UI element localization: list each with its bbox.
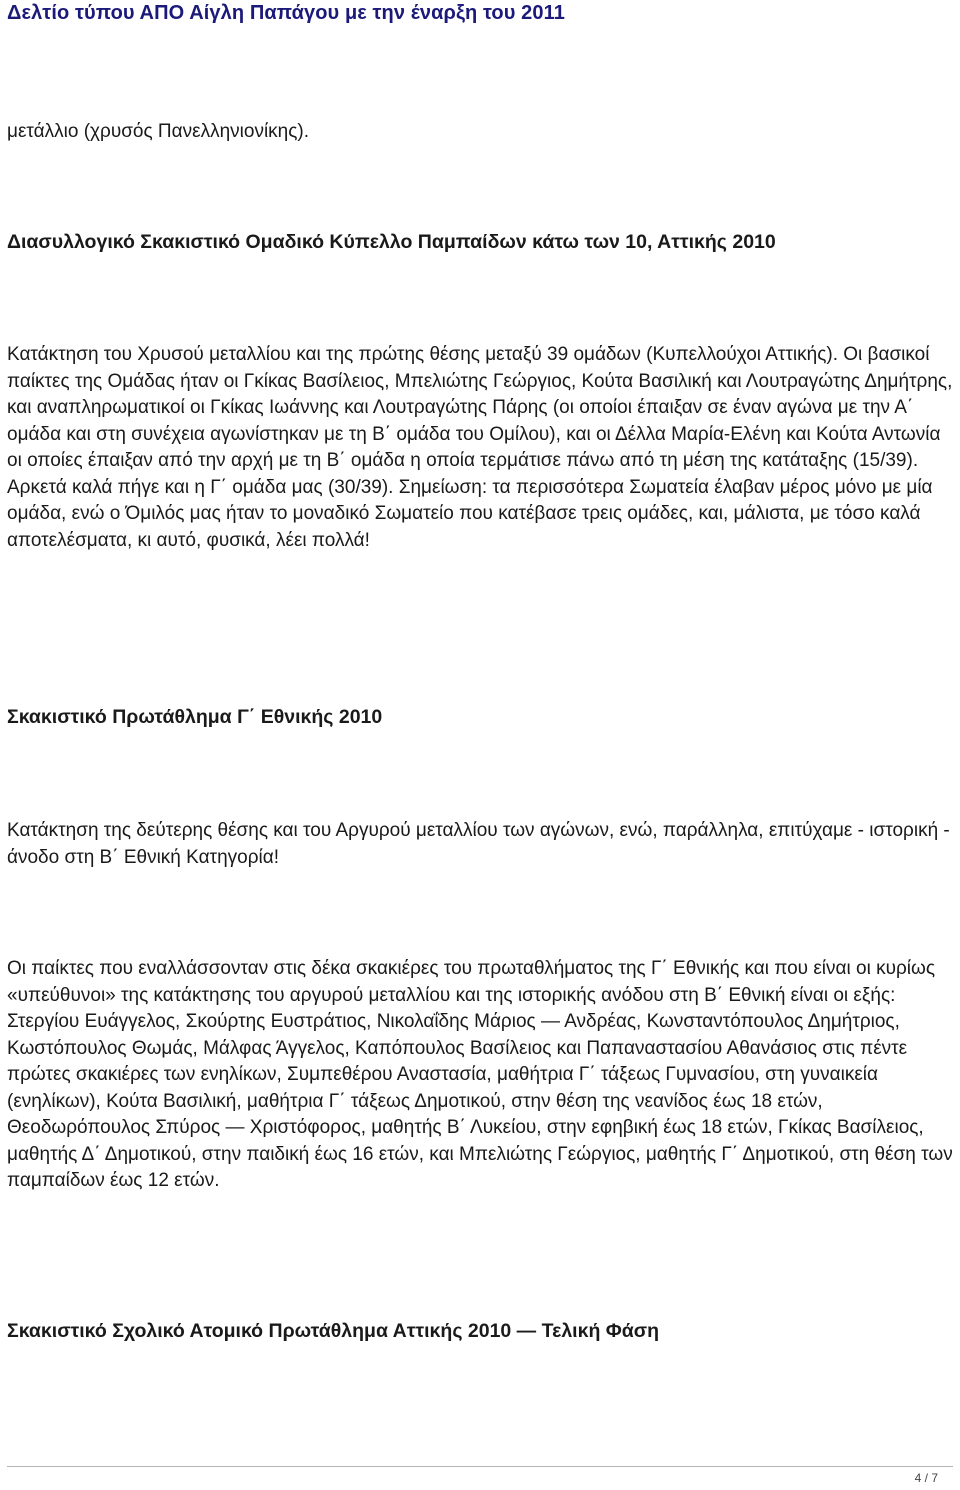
footer-divider (7, 1466, 953, 1467)
section-heading-national-league: Σκακιστικό Πρωτάθλημα Γ΄ Εθνικής 2010 (7, 706, 383, 728)
paragraph-team-cup-details: Κατάκτηση του Χρυσού μεταλλίου και της πρώτης θέσης μεταξύ 39 ομάδων (Κυπελλούχοι Αττικής). Οι βασικοί παίκτες της Ομάδας ήταν οι Γκίκας Βασίλειος, Μπελιώτης Γεώργιος, Κούτα Βασιλική και Λουτραγώτης Δημήτρης, και αναπληρωματικοί οι Γκίκας Ιωάννης και Λουτραγώτης Πάρης (οι οποίοι έπαιξαν σε έναν αγώνα με την Α΄ ομάδα και στη συνέχεια αγωνίστηκαν με τη Β΄ ομάδα του Ομίλου), και οι Δέλλα Μαρία-Ελένη και Κούτα Αντωνία οι οποίες έπαιξαν από την αρχή με τη Β΄ ομάδα η οποία τερμάτισε πάνω από τη μέση της κατάταξης (15/39). Αρκετά καλά πήγε και η Γ΄ ομάδα μας (30/39). Σημείωση: τα περισσότερα Σωματεία έλαβαν μέρος μόνο με μία ομάδα, ενώ ο Όμιλός μας ήταν το μοναδικό Σωματείο που κατέβασε τρεις ομάδες, και, μάλιστα, με τόσο καλά αποτελέσματα, κι αυτό, φυσικά, λέει πολλά! (7, 344, 953, 551)
paragraph-league-result: Κατάκτηση της δεύτερης θέσης και του Αργυρού μεταλλίου των αγώνων, ενώ, παράλληλα, επιτύχαμε - ιστορική - άνοδο στη Β΄ Εθνική Κατηγορία! (7, 820, 950, 868)
paragraph-medal-end: μετάλλιο (χρυσός Πανελληνιονίκης). (7, 121, 310, 142)
paragraph-league-players: Οι παίκτες που εναλλάσσονταν στις δέκα σκακιέρες του πρωταθλήματος της Γ΄ Εθνικής και που είναι οι κυρίως «υπεύθυνοι» της κατάκτησης του αργυρού μεταλλίου και της ιστορικής ανόδου στη Β΄ Εθνική είναι οι εξής: Στεργίου Ευάγγελος, Σκούρτης Ευστράτιος, Νικολαΐδης Μάριος — Ανδρέας, Κωνσταντόπουλος Δημήτριος, Κωστόπουλος Θωμάς, Μάλφας Άγγελος, Καπόπουλος Βασίλειος και Παπαναστασίου Αθανάσιος στις πέντε πρώτες σκακιέρες των ενηλίκων, Συμπεθέρου Αναστασία, μαθήτρια Γ΄ τάξεως Γυμνασίου, στη γυναικεία (ενηλίκων), Κούτα Βασιλική, μαθήτρια Γ΄ τάξεως Δημοτικού, στην θέση της νεανίδος έως 18 ετών, Θεοδωρόπουλος Σπύρος — Χριστόφορος, μαθητής Β΄ Λυκείου, στην εφηβική έως 18 ετών, Γκίκας Βασίλειος, μαθητής Δ΄ Δημοτικού, στην παιδική έως 16 ετών, και Μπελιώτης Γεώργιος, μαθητής Γ΄ Δημοτικού, στη θέση των παμπαίδων έως 12 ετών. (7, 958, 953, 1191)
section-heading-team-cup: Διασυλλογικό Σκακιστικό Ομαδικό Κύπελλο Παμπαίδων κάτω των 10, Αττικής 2010 (7, 231, 776, 253)
section-heading-school-championship: Σκακιστικό Σχολικό Ατομικό Πρωτάθλημα Αττικής 2010 — Τελική Φάση (7, 1320, 660, 1342)
page-number: 4 / 7 (914, 1471, 938, 1485)
document-header-title: Δελτίο τύπου ΑΠΟ Αίγλη Παπάγου με την έναρξη του 2011 (7, 2, 565, 24)
